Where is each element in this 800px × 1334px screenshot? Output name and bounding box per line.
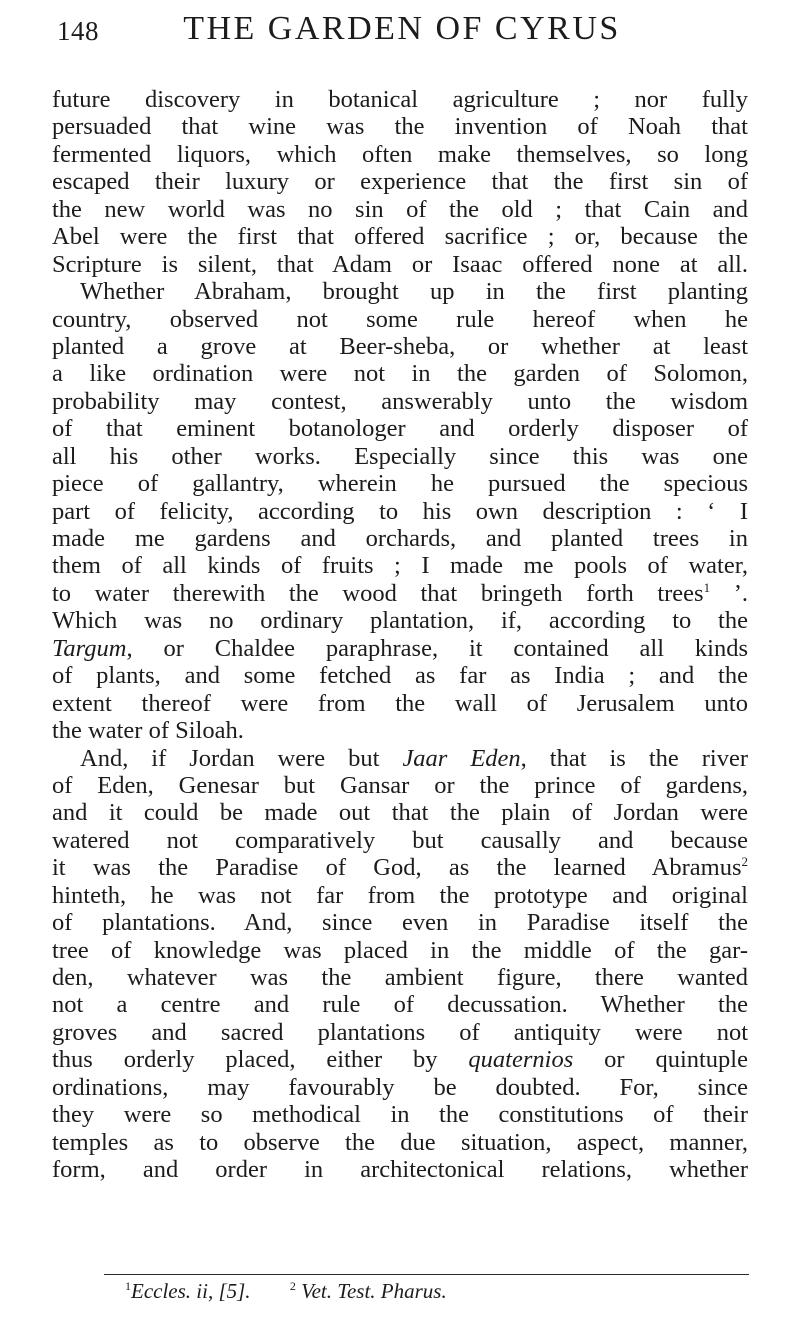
footnote-marker: 1 bbox=[703, 579, 711, 595]
text-line: Which was no ordinary plantation, if, according to the bbox=[52, 607, 748, 635]
text-line: Scripture is silent, that Adam or Isaac offered none at all. bbox=[52, 250, 748, 278]
text-line: extent thereof were from the wall of Jerusalem unto bbox=[52, 689, 748, 717]
text-line: groves and sacred plantations of antiquity were not bbox=[52, 1018, 748, 1046]
text-line: of plants, and some fetched as far as India ; and the bbox=[52, 662, 748, 690]
italic-term: Targum bbox=[52, 634, 127, 662]
text-line: Whether Abraham, brought up in the first planting bbox=[80, 278, 748, 306]
italic-term: Jaar Eden bbox=[402, 744, 521, 772]
text-line: Abel were the first that offered sacrifice ; or, because the bbox=[52, 223, 748, 251]
text-segment: it was the Paradise of God, as the learned Abramus bbox=[52, 854, 742, 882]
footnote-text: Eccles. ii, [5]. bbox=[131, 1279, 251, 1303]
text-line bbox=[52, 580, 748, 607]
footnote-marker: 2 bbox=[741, 854, 748, 870]
running-title: THE GARDEN OF CYRUS bbox=[183, 10, 621, 47]
body-text bbox=[52, 86, 748, 1184]
text-segment: , or Chaldee paraphrase, it contained all kinds bbox=[126, 634, 748, 662]
text-segment: And, if Jordan were but bbox=[80, 744, 403, 772]
text-line: made me gardens and orchards, and planted trees in bbox=[52, 525, 748, 552]
text-segment: to water therewith the wood that bringeth forth trees bbox=[52, 579, 704, 607]
footnote-marker: 1 bbox=[125, 1279, 131, 1293]
text-line: a like ordination were not in the garden of Solomon, bbox=[52, 360, 748, 388]
text-line: escaped their luxury or experience that the first sin of bbox=[52, 168, 748, 196]
footnotes bbox=[125, 1279, 745, 1304]
text-line: future discovery in botanical agriculture ; nor fully bbox=[52, 86, 748, 113]
text-segment: or quintuple bbox=[573, 1046, 748, 1074]
page-number: 148 bbox=[57, 16, 99, 46]
text-line: of that eminent botanologer and orderly disposer of bbox=[52, 415, 748, 443]
text-line: planted a grove at Beer-sheba, or whether at least bbox=[52, 332, 748, 360]
text-line: fermented liquors, which often make themselves, so long bbox=[52, 140, 748, 168]
text-line: not a centre and rule of decussation. Whether the bbox=[52, 991, 748, 1019]
text-line: part of felicity, according to his own description : ‘ I bbox=[52, 497, 748, 525]
text-line: form, and order in architectonical relations, whether bbox=[52, 1156, 748, 1184]
italic-term: quaternios bbox=[468, 1046, 574, 1074]
text-line: den, whatever was the ambient figure, there wanted bbox=[52, 964, 748, 991]
text-segment: , that is the river bbox=[520, 744, 748, 772]
text-line: of Eden, Genesar but Gansar or the prince of gardens, bbox=[52, 771, 748, 799]
text-line: the new world was no sin of the old ; that Cain and bbox=[52, 195, 748, 223]
text-line: hinteth, he was not far from the prototype and original bbox=[52, 881, 748, 909]
text-segment: thus orderly placed, either by bbox=[52, 1046, 469, 1074]
text-line: of plantations. And, since even in Paradise itself the bbox=[52, 909, 748, 937]
text-line: persuaded that wine was the invention of Noah that bbox=[52, 113, 748, 141]
text-line: probability may contest, answerably unto the wisdom bbox=[52, 387, 748, 415]
text-line: watered not comparatively but causally and because bbox=[52, 826, 748, 854]
footnote bbox=[290, 1279, 447, 1304]
footnote bbox=[125, 1279, 251, 1304]
footnote-divider bbox=[104, 1274, 749, 1275]
text-line: temples as to observe the due situation, aspect, manner, bbox=[52, 1128, 748, 1156]
footnote-marker: 2 bbox=[289, 1279, 296, 1293]
text-line bbox=[52, 1046, 748, 1073]
text-line: the water of Siloah. bbox=[52, 717, 244, 745]
text-line bbox=[52, 745, 748, 772]
text-line: they were so methodical in the constitutions of their bbox=[52, 1101, 748, 1129]
text-segment: ’. bbox=[710, 579, 748, 607]
text-line bbox=[52, 854, 748, 881]
text-line: tree of knowledge was placed in the middle of the gar- bbox=[52, 936, 748, 964]
footnote-text: Vet. Test. Pharus. bbox=[301, 1279, 447, 1303]
text-line bbox=[52, 635, 748, 662]
page-header bbox=[57, 10, 747, 50]
text-line: and it could be made out that the plain of Jordan were bbox=[52, 799, 748, 827]
text-line: all his other works. Especially since this was one bbox=[52, 442, 748, 470]
text-line: ordinations, may favourably be doubted. For, since bbox=[52, 1073, 748, 1101]
text-line: piece of gallantry, wherein he pursued the specious bbox=[52, 470, 748, 498]
text-line: them of all kinds of fruits ; I made me pools of water, bbox=[52, 552, 748, 580]
text-line: country, observed not some rule hereof when he bbox=[52, 305, 748, 333]
